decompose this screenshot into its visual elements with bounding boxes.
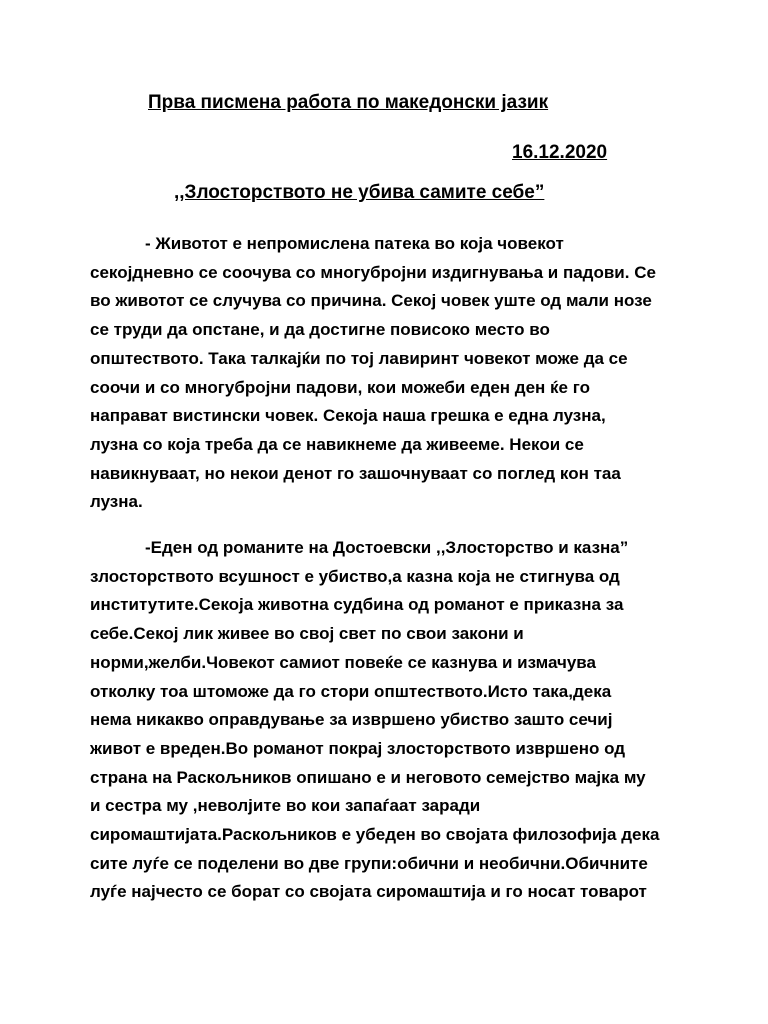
paragraph-line: се труди да опстане, и да достигне повисоко место во bbox=[90, 320, 550, 340]
paragraph-line: сиромаштијата.Раскољников е убеден во својата филозофија дека bbox=[90, 825, 660, 845]
paragraph-line: отколку тоа штоможе да го стори општеството.Исто така,дека bbox=[90, 681, 612, 701]
paragraph-line: во животот се случува со причина. Секој човек уште од мали нозе bbox=[90, 291, 652, 311]
paragraph-line: и сестра му ,неволјите во кои запаѓаат заради bbox=[90, 796, 481, 816]
paragraph-line: живот е вреден.Во романот покрај злосторството извршено од bbox=[90, 738, 626, 758]
paragraph-line: сите луѓе се поделени во две групи:обични и необични.Обичните bbox=[90, 853, 648, 873]
paragraph-line: - Животот е непромислена патека во која човекот bbox=[145, 234, 564, 253]
paragraph-1 bbox=[90, 230, 656, 517]
document-title: Прва писмена работа по македонски јазик bbox=[148, 92, 549, 113]
paragraph-line: луѓе најчесто се борат со својата сиромаштија и го носат товарот bbox=[90, 882, 647, 902]
paragraph-line: себе.Секој лик живее во свој свет по свои закони и bbox=[90, 624, 524, 644]
paragraph-line: -Еден од романите на Достоевски ,,Злосторство и казна” bbox=[145, 538, 629, 557]
paragraph-line: секојдневно се соочува со многубројни издигнувања и падови. Се bbox=[90, 262, 656, 282]
paragraph-2 bbox=[90, 534, 659, 907]
paragraph-line: лузна. bbox=[90, 492, 143, 512]
paragraph-line: норми,желби.Човекот самиот повеќе се казнува и измачува bbox=[90, 652, 596, 672]
paragraph-line: злосторството всушност е убиство,а казна која не стигнува од bbox=[90, 566, 620, 586]
paragraph-line: страна на Раскољников опишано е и неговото семејство мајка му bbox=[90, 767, 646, 787]
paragraph-line: лузна со која треба да се навикнеме да живееме. Некои се bbox=[90, 434, 584, 454]
paragraph-line: направат вистински човек. Секоја наша грешка е една лузна, bbox=[90, 406, 606, 426]
document-subtitle: ,,Злосторството не убива самите себе” bbox=[174, 182, 545, 203]
paragraph-line: институтите.Секоја животна судбина од романот е приказна за bbox=[90, 595, 624, 615]
paragraph-line: навикнуваат, но некои денот го зашочнуваат со поглед кон таа bbox=[90, 463, 621, 483]
paragraph-line: соочи и со многубројни падови, кои можеби еден ден ќе го bbox=[90, 377, 590, 397]
document-date: 16.12.2020 bbox=[512, 142, 608, 163]
paragraph-line: општеството. Така талкајќи по тој лавиринт човекот може да се bbox=[90, 348, 628, 368]
paragraph-line: нема никакво оправдување за извршено убиство зашто сечиј bbox=[90, 710, 613, 730]
